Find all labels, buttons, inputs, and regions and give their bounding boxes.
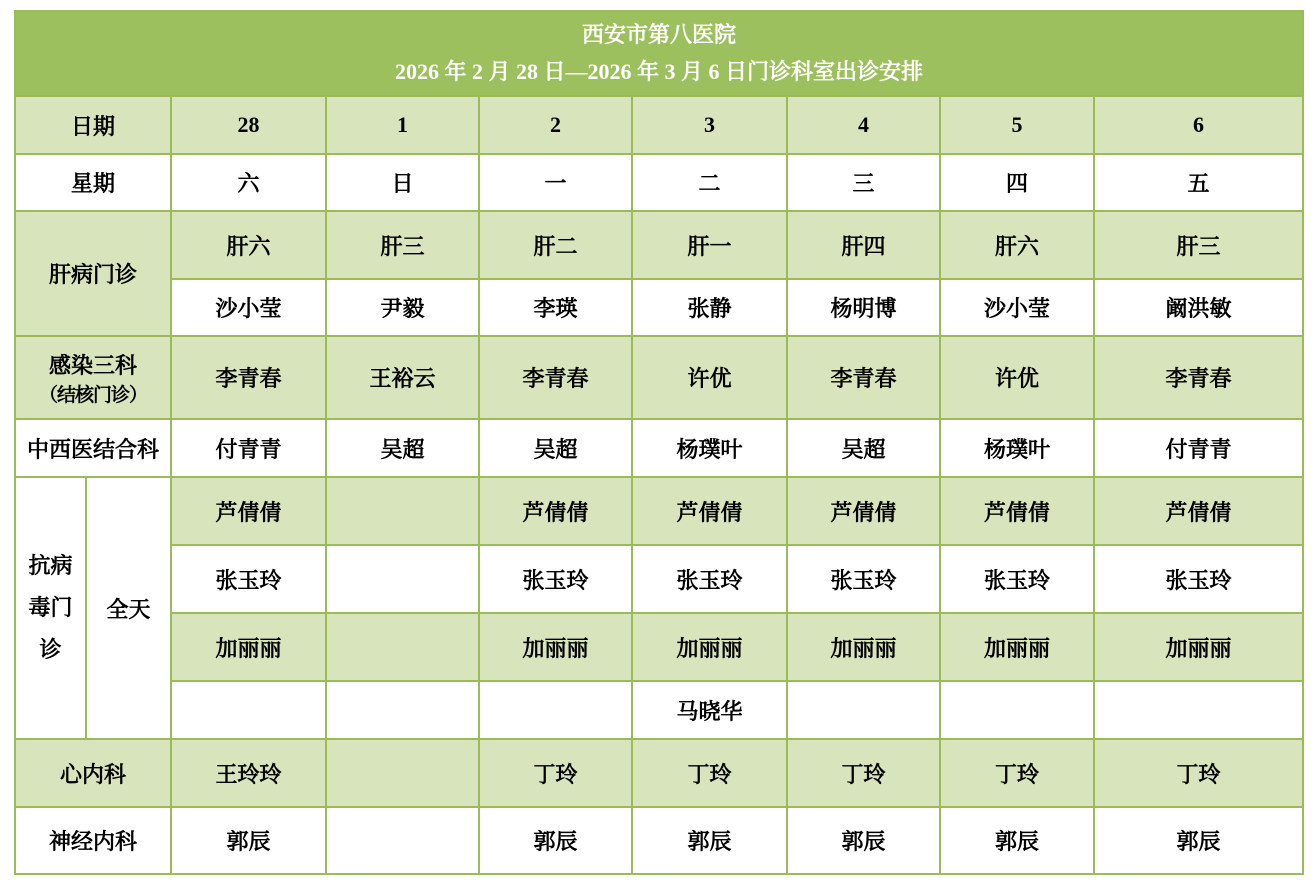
date-cell: 1	[326, 96, 479, 154]
doctor-cell: 张玉玲	[632, 545, 787, 613]
title-row	[15, 11, 1303, 96]
doctor-cell: 许优	[632, 336, 787, 419]
antiviral-clinic-label	[15, 477, 86, 739]
doctor-cell: 郭辰	[1094, 807, 1303, 874]
date-row	[15, 96, 1303, 154]
doctor-cell: 丁玲	[632, 739, 787, 807]
liver-clinic-row	[15, 211, 1303, 279]
antiviral-row-2	[15, 545, 1303, 613]
schedule-period: 2026 年 2 月 28 日—2026 年 3 月 6 日门诊科室出诊安排	[395, 58, 924, 84]
doctor-cell: 张玉玲	[171, 545, 326, 613]
doctor-cell: 吴超	[787, 419, 940, 477]
doctor-cell	[326, 681, 479, 739]
date-cell: 28	[171, 96, 326, 154]
clinic-cell: 肝二	[479, 211, 632, 279]
doctor-cell: 马晓华	[632, 681, 787, 739]
doctor-cell: 芦倩倩	[787, 477, 940, 545]
doctor-cell: 芦倩倩	[1094, 477, 1303, 545]
liver-clinic-label: 肝病门诊	[15, 211, 171, 336]
doctor-cell: 张玉玲	[1094, 545, 1303, 613]
weekday-cell: 日	[326, 154, 479, 211]
doctor-cell: 张玉玲	[787, 545, 940, 613]
antiviral-row-1	[15, 477, 1303, 545]
doctor-cell: 芦倩倩	[632, 477, 787, 545]
doctor-cell	[171, 681, 326, 739]
hospital-name: 西安市第八医院	[582, 22, 737, 48]
doctor-cell: 张静	[632, 279, 787, 336]
doctor-cell: 丁玲	[787, 739, 940, 807]
doctor-cell: 丁玲	[1094, 739, 1303, 807]
weekday-cell: 六	[171, 154, 326, 211]
doctor-cell	[940, 681, 1094, 739]
doctor-cell: 许优	[940, 336, 1094, 419]
doctor-cell: 加丽丽	[479, 613, 632, 681]
clinic-cell: 肝一	[632, 211, 787, 279]
infection-dept-label	[15, 336, 171, 419]
doctor-cell	[326, 613, 479, 681]
doctor-cell: 付青青	[1094, 419, 1303, 477]
doctor-cell: 付青青	[171, 419, 326, 477]
doctor-cell: 芦倩倩	[171, 477, 326, 545]
weekday-cell: 五	[1094, 154, 1303, 211]
antiviral-row-3	[15, 613, 1303, 681]
infection-dept-label-line1: 感染三科	[48, 352, 137, 378]
doctor-cell: 吴超	[326, 419, 479, 477]
doctor-cell	[326, 477, 479, 545]
neurology-row	[15, 807, 1303, 874]
doctor-cell: 郭辰	[940, 807, 1094, 874]
clinic-cell: 肝六	[171, 211, 326, 279]
weekday-row	[15, 154, 1303, 211]
doctor-cell: 郭辰	[479, 807, 632, 874]
antiviral-clinic-label-text: 抗病毒门诊	[28, 553, 73, 662]
doctor-cell: 丁玲	[940, 739, 1094, 807]
doctor-cell: 张玉玲	[479, 545, 632, 613]
doctor-cell: 李青春	[171, 336, 326, 419]
doctor-cell: 阚洪敏	[1094, 279, 1303, 336]
doctor-cell: 杨明博	[787, 279, 940, 336]
doctor-cell: 沙小莹	[171, 279, 326, 336]
doctor-cell: 加丽丽	[632, 613, 787, 681]
doctor-cell: 加丽丽	[787, 613, 940, 681]
doctor-cell: 李青春	[787, 336, 940, 419]
doctor-cell: 李青春	[1094, 336, 1303, 419]
date-cell: 6	[1094, 96, 1303, 154]
doctor-cell: 加丽丽	[1094, 613, 1303, 681]
date-cell: 4	[787, 96, 940, 154]
doctor-cell	[326, 807, 479, 874]
date-cell: 2	[479, 96, 632, 154]
clinic-cell: 肝六	[940, 211, 1094, 279]
infection-dept-row	[15, 336, 1303, 419]
doctor-cell: 杨璞叶	[632, 419, 787, 477]
date-cell: 3	[632, 96, 787, 154]
infection-dept-label-line2: （结核门诊）	[38, 384, 147, 406]
neurology-label: 神经内科	[15, 807, 171, 874]
doctor-cell: 尹毅	[326, 279, 479, 336]
clinic-cell: 肝三	[326, 211, 479, 279]
doctor-cell: 郭辰	[787, 807, 940, 874]
weekday-cell: 四	[940, 154, 1094, 211]
doctor-cell: 郭辰	[171, 807, 326, 874]
doctor-cell: 王裕云	[326, 336, 479, 419]
cardiology-row	[15, 739, 1303, 807]
doctor-cell: 沙小莹	[940, 279, 1094, 336]
clinic-cell: 肝四	[787, 211, 940, 279]
doctor-cell: 王玲玲	[171, 739, 326, 807]
doctor-cell: 李青春	[479, 336, 632, 419]
doctor-cell: 加丽丽	[171, 613, 326, 681]
doctor-cell	[1094, 681, 1303, 739]
weekday-cell: 一	[479, 154, 632, 211]
doctor-cell: 张玉玲	[940, 545, 1094, 613]
clinic-cell: 肝三	[1094, 211, 1303, 279]
cardiology-label: 心内科	[15, 739, 171, 807]
doctor-cell: 丁玲	[479, 739, 632, 807]
date-cell: 5	[940, 96, 1094, 154]
antiviral-allday-label: 全天	[86, 477, 171, 739]
tcm-dept-row	[15, 419, 1303, 477]
doctor-cell: 吴超	[479, 419, 632, 477]
tcm-dept-label: 中西医结合科	[15, 419, 171, 477]
weekday-row-label: 星期	[15, 154, 171, 211]
doctor-cell	[326, 545, 479, 613]
weekday-cell: 二	[632, 154, 787, 211]
doctor-cell	[326, 739, 479, 807]
doctor-cell	[479, 681, 632, 739]
doctor-cell: 李瑛	[479, 279, 632, 336]
date-row-label: 日期	[15, 96, 171, 154]
liver-doctor-row	[15, 279, 1303, 336]
doctor-cell: 芦倩倩	[940, 477, 1094, 545]
antiviral-row-4	[15, 681, 1303, 739]
doctor-cell: 芦倩倩	[479, 477, 632, 545]
doctor-cell	[787, 681, 940, 739]
doctor-cell: 杨璞叶	[940, 419, 1094, 477]
weekday-cell: 三	[787, 154, 940, 211]
doctor-cell: 加丽丽	[940, 613, 1094, 681]
schedule-table	[14, 10, 1304, 875]
table-title	[15, 11, 1303, 96]
doctor-cell: 郭辰	[632, 807, 787, 874]
